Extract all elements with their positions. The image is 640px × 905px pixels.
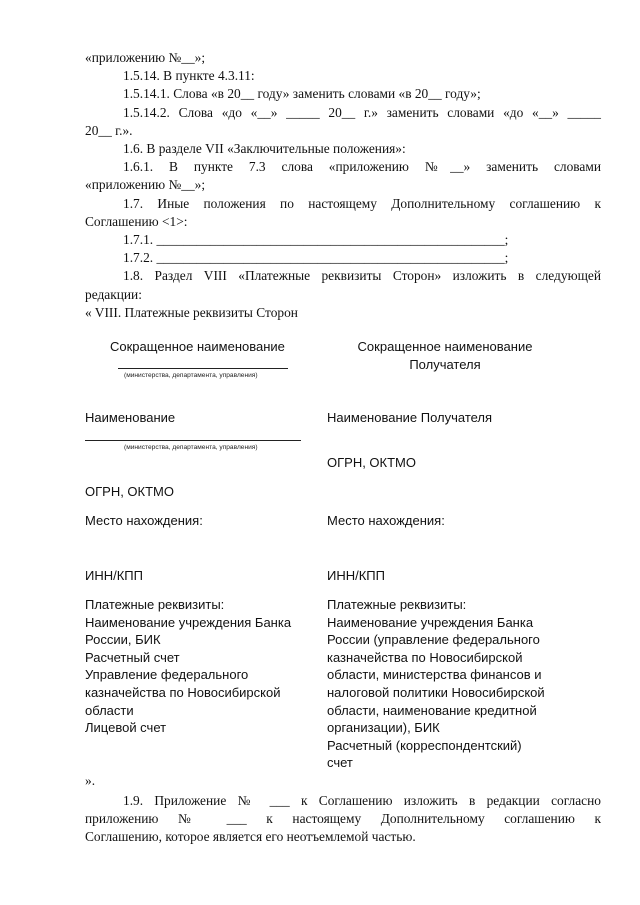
text-line: приложению № ___ к настоящему Дополнительному соглашению к (85, 811, 601, 827)
text-line: Управление федерального (85, 667, 249, 683)
clause-1-5-14-1: 1.5.14.1. Слова «в 20__ году» заменить словами «в 20__ году»; (123, 86, 481, 102)
clause-1-7-2: 1.7.2. ____________________________________________________; (123, 250, 509, 266)
text-line: Платежные реквизиты: (327, 597, 467, 612)
closing-quote: ». (85, 773, 96, 788)
left-ogrn-label: ОГРН, ОКТМО (85, 484, 175, 499)
text-line: Наименование учреждения Банка (85, 614, 292, 630)
text-line: Расчетный (корреспондентский) (327, 737, 522, 753)
clause-1-7: 1.7. Иные положения по настоящему Дополнительному соглашению к (123, 195, 601, 211)
text-line: Расчетный счет (85, 649, 180, 665)
clause-1-5-14-2: 1.5.14.2. Слова «до «__» _____ 20__ г.» заменить словами «до «__» _____ (123, 104, 601, 120)
section-heading: « VIII. Платежные реквизиты Сторон (85, 304, 298, 320)
text-line: редакции: (85, 286, 142, 302)
clause-1-6: 1.6. В разделе VII «Заключительные положения»: (123, 141, 406, 157)
left-name-field-line (85, 440, 301, 441)
clause-1-8: 1.8. Раздел VIII «Платежные реквизиты Сторон» изложить в следующей (123, 268, 601, 284)
text-line: организации), БИК (327, 720, 440, 736)
amendment-body (85, 49, 601, 322)
right-name-label: Наименование Получателя (327, 410, 493, 425)
left-short-name-caption: (министерства, департамента, управления) (124, 372, 258, 379)
right-payment-block (327, 596, 545, 772)
text-line: 1.9. Приложение № ___ к Соглашению изложить в редакции согласно (123, 793, 601, 808)
text-line: «приложению №__»; (85, 50, 206, 65)
clause-1-7-1: 1.7.1. ____________________________________________________; (123, 232, 509, 248)
text-line: Соглашению <1>: (85, 213, 188, 229)
left-short-name-label: Сокращенное наименование (110, 339, 285, 354)
left-location-label: Место нахождения: (85, 513, 203, 528)
text-line: «приложению №__»; (85, 177, 206, 193)
left-name-caption: (министерства, департамента, управления) (124, 444, 258, 451)
clause-1-9 (85, 792, 601, 847)
left-inn-label: ИНН/КПП (85, 568, 143, 583)
right-inn-label: ИНН/КПП (327, 568, 385, 583)
text-line: области, министерства финансов и (327, 667, 542, 683)
clause-1-6-1: 1.6.1. В пункте 7.3 слова «приложению №__» заменить словами (123, 159, 601, 175)
text-line: области, наименование кредитной (327, 702, 537, 718)
right-short-name-label (335, 338, 555, 373)
text-line: области (85, 702, 134, 718)
right-location-label: Место нахождения: (327, 513, 445, 528)
text-line: казначейства по Новосибирской (327, 649, 523, 665)
left-short-name-field-line (118, 368, 288, 369)
text-line: Лицевой счет (85, 720, 167, 736)
text-line: России (управление федерального (327, 632, 540, 648)
text-line: налоговой политики Новосибирской (327, 684, 545, 700)
text-line: России, БИК (85, 632, 161, 648)
left-payment-block (85, 596, 291, 737)
text-line: Получателя (409, 356, 481, 372)
right-ogrn-label: ОГРН, ОКТМО (327, 455, 417, 470)
left-name-label: Наименование (85, 410, 176, 425)
text-line: 20__ г.». (85, 122, 133, 138)
text-line: Платежные реквизиты: (85, 597, 225, 612)
text-line: казначейства по Новосибирской (85, 684, 281, 700)
clause-1-5-14: 1.5.14. В пункте 4.3.11: (123, 68, 255, 84)
text-line: Сокращенное наименование (357, 339, 533, 354)
text-line: Наименование учреждения Банка (327, 614, 534, 630)
text-line: Соглашению, которое является его неотъемлемой частью. (85, 829, 416, 845)
text-line: счет (327, 755, 353, 771)
